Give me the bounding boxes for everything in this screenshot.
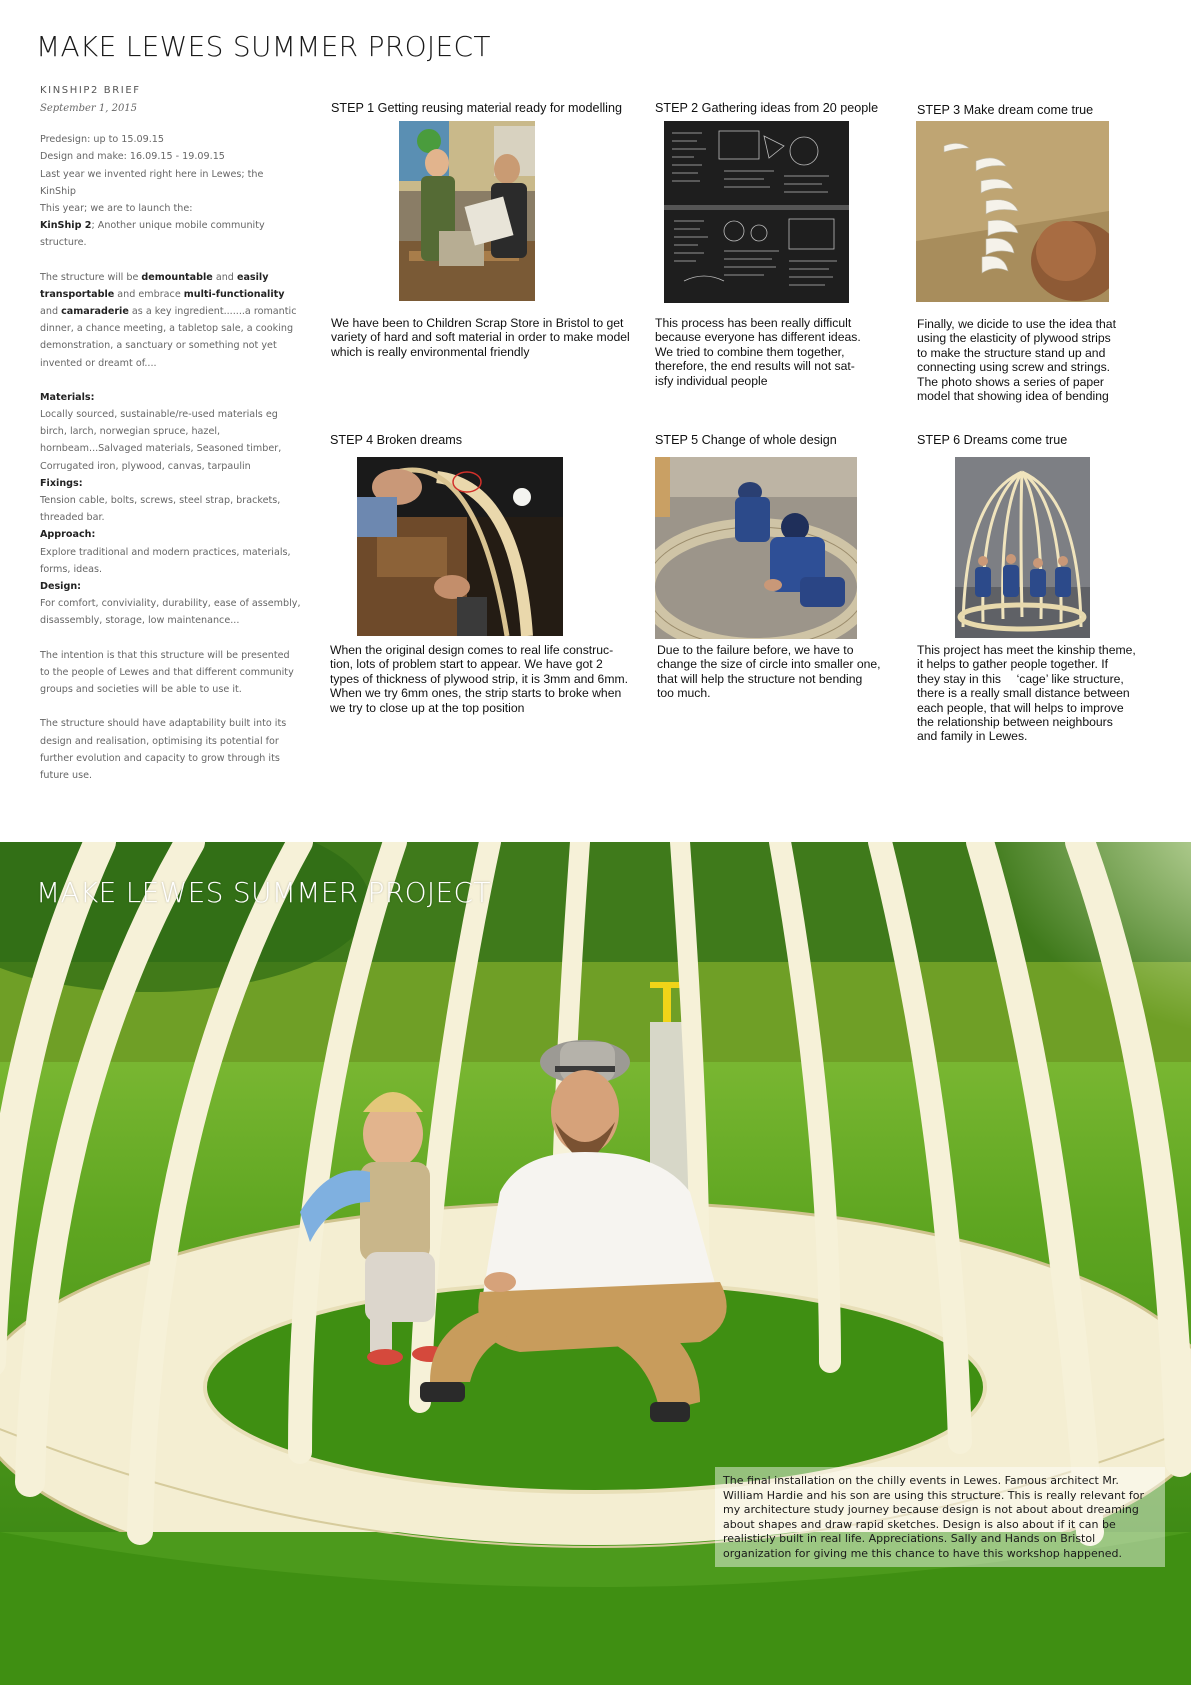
structure-text-3: and embrace — [114, 288, 184, 300]
structure-text-2: and — [212, 271, 237, 283]
brief-heading: KINSHIP2 BRIEF — [40, 85, 141, 96]
step-3-text: Finally, we dicide to use the idea that using the elasticity of plywood strips to make the structure stand up and connecting using screw and strings. The photo shows a series of paper model that showing idea of bending — [917, 317, 1116, 404]
materials-text: Locally sourced, sustainable/re-used materials eg birch, larch, norwegian spruce, hazel, hornbeam...Salvaged materials, Seasoned timber, Corrugated iron, plywood, canvas, tarpaulin — [40, 409, 282, 472]
design-section — [40, 578, 302, 630]
approach-section — [40, 526, 302, 578]
kinship2-name: KinShip 2 — [40, 220, 92, 232]
brief-structure-text — [40, 269, 302, 372]
fixings-section — [40, 475, 302, 527]
intention-text: The intention is that this structure will be presented to the people of Lewes and that different community groups and societies will be able to use it. — [40, 649, 294, 696]
structure-text-4: and — [40, 306, 62, 318]
predesign-date: Predesign: up to 15.09.15 — [40, 134, 164, 146]
keyword-demountable: demountable — [141, 271, 213, 283]
design-label: Design: — [40, 581, 82, 593]
keyword-camaraderie: camaraderie — [61, 306, 129, 318]
step-5-title: STEP 5 Change of whole design — [655, 433, 837, 447]
kinship2-brief — [40, 84, 302, 801]
fixings-label: Fixings: — [40, 477, 83, 489]
step-6-text: This project has meet the kinship theme, it helps to gather people together. If they stay in this ‘cage’ like structure, there is a really small distance between each people, that will helps to improve the relationship between neighbours and family in Lewes. — [917, 643, 1136, 744]
approach-label: Approach: — [40, 529, 96, 541]
approach-text: Explore traditional and modern practices, materials, forms, ideas. — [40, 546, 291, 575]
step-4-title: STEP 4 Broken dreams — [330, 433, 463, 447]
structure-text-5: as a key ingredient.......a romantic dinner, a chance meeting, a tabletop sale, a cooking demonstration, a sanctuary or something not yet invented or dreamt of.... — [40, 306, 297, 369]
materials-label: Materials: — [40, 391, 95, 403]
keyword-transportable: easily transportable — [40, 271, 269, 300]
step-4-text: When the original design comes to real life construc- tion, lots of problem start to appear. We have got 2 types of thickness of plywood strip, it is 3mm and 6mm. When we try 6mm ones, the strip starts to broke when we try to close up at the top position — [330, 643, 629, 715]
paper-model-photo — [916, 121, 1109, 302]
materials-section — [40, 389, 302, 475]
blackboard-sketches-photo — [664, 121, 849, 303]
design-text: For comfort, conviviality, durability, ease of assembly, disassembly, storage, low maintenance... — [40, 598, 301, 627]
page-title: MAKE LEWES SUMMER PROJECT — [36, 30, 491, 63]
structure-text-1: The structure will be — [40, 271, 142, 283]
ring-assembly-photo — [655, 457, 857, 639]
hero-title: MAKE LEWES SUMMER PROJECT — [36, 876, 491, 909]
step-2-title: STEP 2 Gathering ideas from 20 people — [655, 101, 879, 115]
design-make-date: Design and make: 16.09.15 - 19.09.15 — [40, 151, 225, 163]
step-5-text: Due to the failure before, we have to change the size of circle into smaller one, that will help the structure not bending too much. — [657, 643, 881, 701]
this-year-text: This year; we are to launch the: — [40, 203, 193, 215]
kinship2-description: ; Another unique mobile community structure. — [40, 220, 265, 249]
step-1-text: We have been to Children Scrap Store in Bristol to get variety of hard and soft material in order to make model which is really environmental friendly — [331, 316, 630, 359]
hero-caption: The final installation on the chilly events in Lewes. Famous architect Mr. William Hardie and his son are using this structure. This is really relevant for my architecture study journey because design is not about about dreaming about shapes and draw rapid sketches. Design is also about if it can be realisticly built in real life. Appreciations. Sally and Hands on Bristol organization for giving me this chance to have this workshop happened. — [723, 1474, 1145, 1560]
step-2-text: This process has been really difficult because everyone has different ideas. We tried to combine them together, therefore, the end results will not sat- isfy individual people — [655, 316, 861, 388]
fixings-text: Tension cable, bolts, screws, steel strap, brackets, threaded bar. — [40, 495, 281, 524]
brief-schedule — [40, 131, 302, 251]
finished-dome-photo — [955, 457, 1090, 638]
adaptability-text: The structure should have adaptability built into its design and realisation, optimising its potential for further evolution and capacity to grow through its future use. — [40, 718, 287, 781]
people-with-materials-photo — [399, 121, 535, 301]
step-6-title: STEP 6 Dreams come true — [917, 433, 1068, 447]
step-1-title: STEP 1 Getting reusing material ready for modelling — [331, 101, 622, 115]
broken-strip-photo — [357, 457, 563, 636]
step-3-title: STEP 3 Make dream come true — [917, 103, 1094, 117]
brief-date: September 1, 2015 — [40, 103, 138, 114]
keyword-multi-functionality: multi-functionality — [183, 288, 285, 300]
last-year-text: Last year we invented right here in Lewes; the KinShip — [40, 168, 264, 197]
